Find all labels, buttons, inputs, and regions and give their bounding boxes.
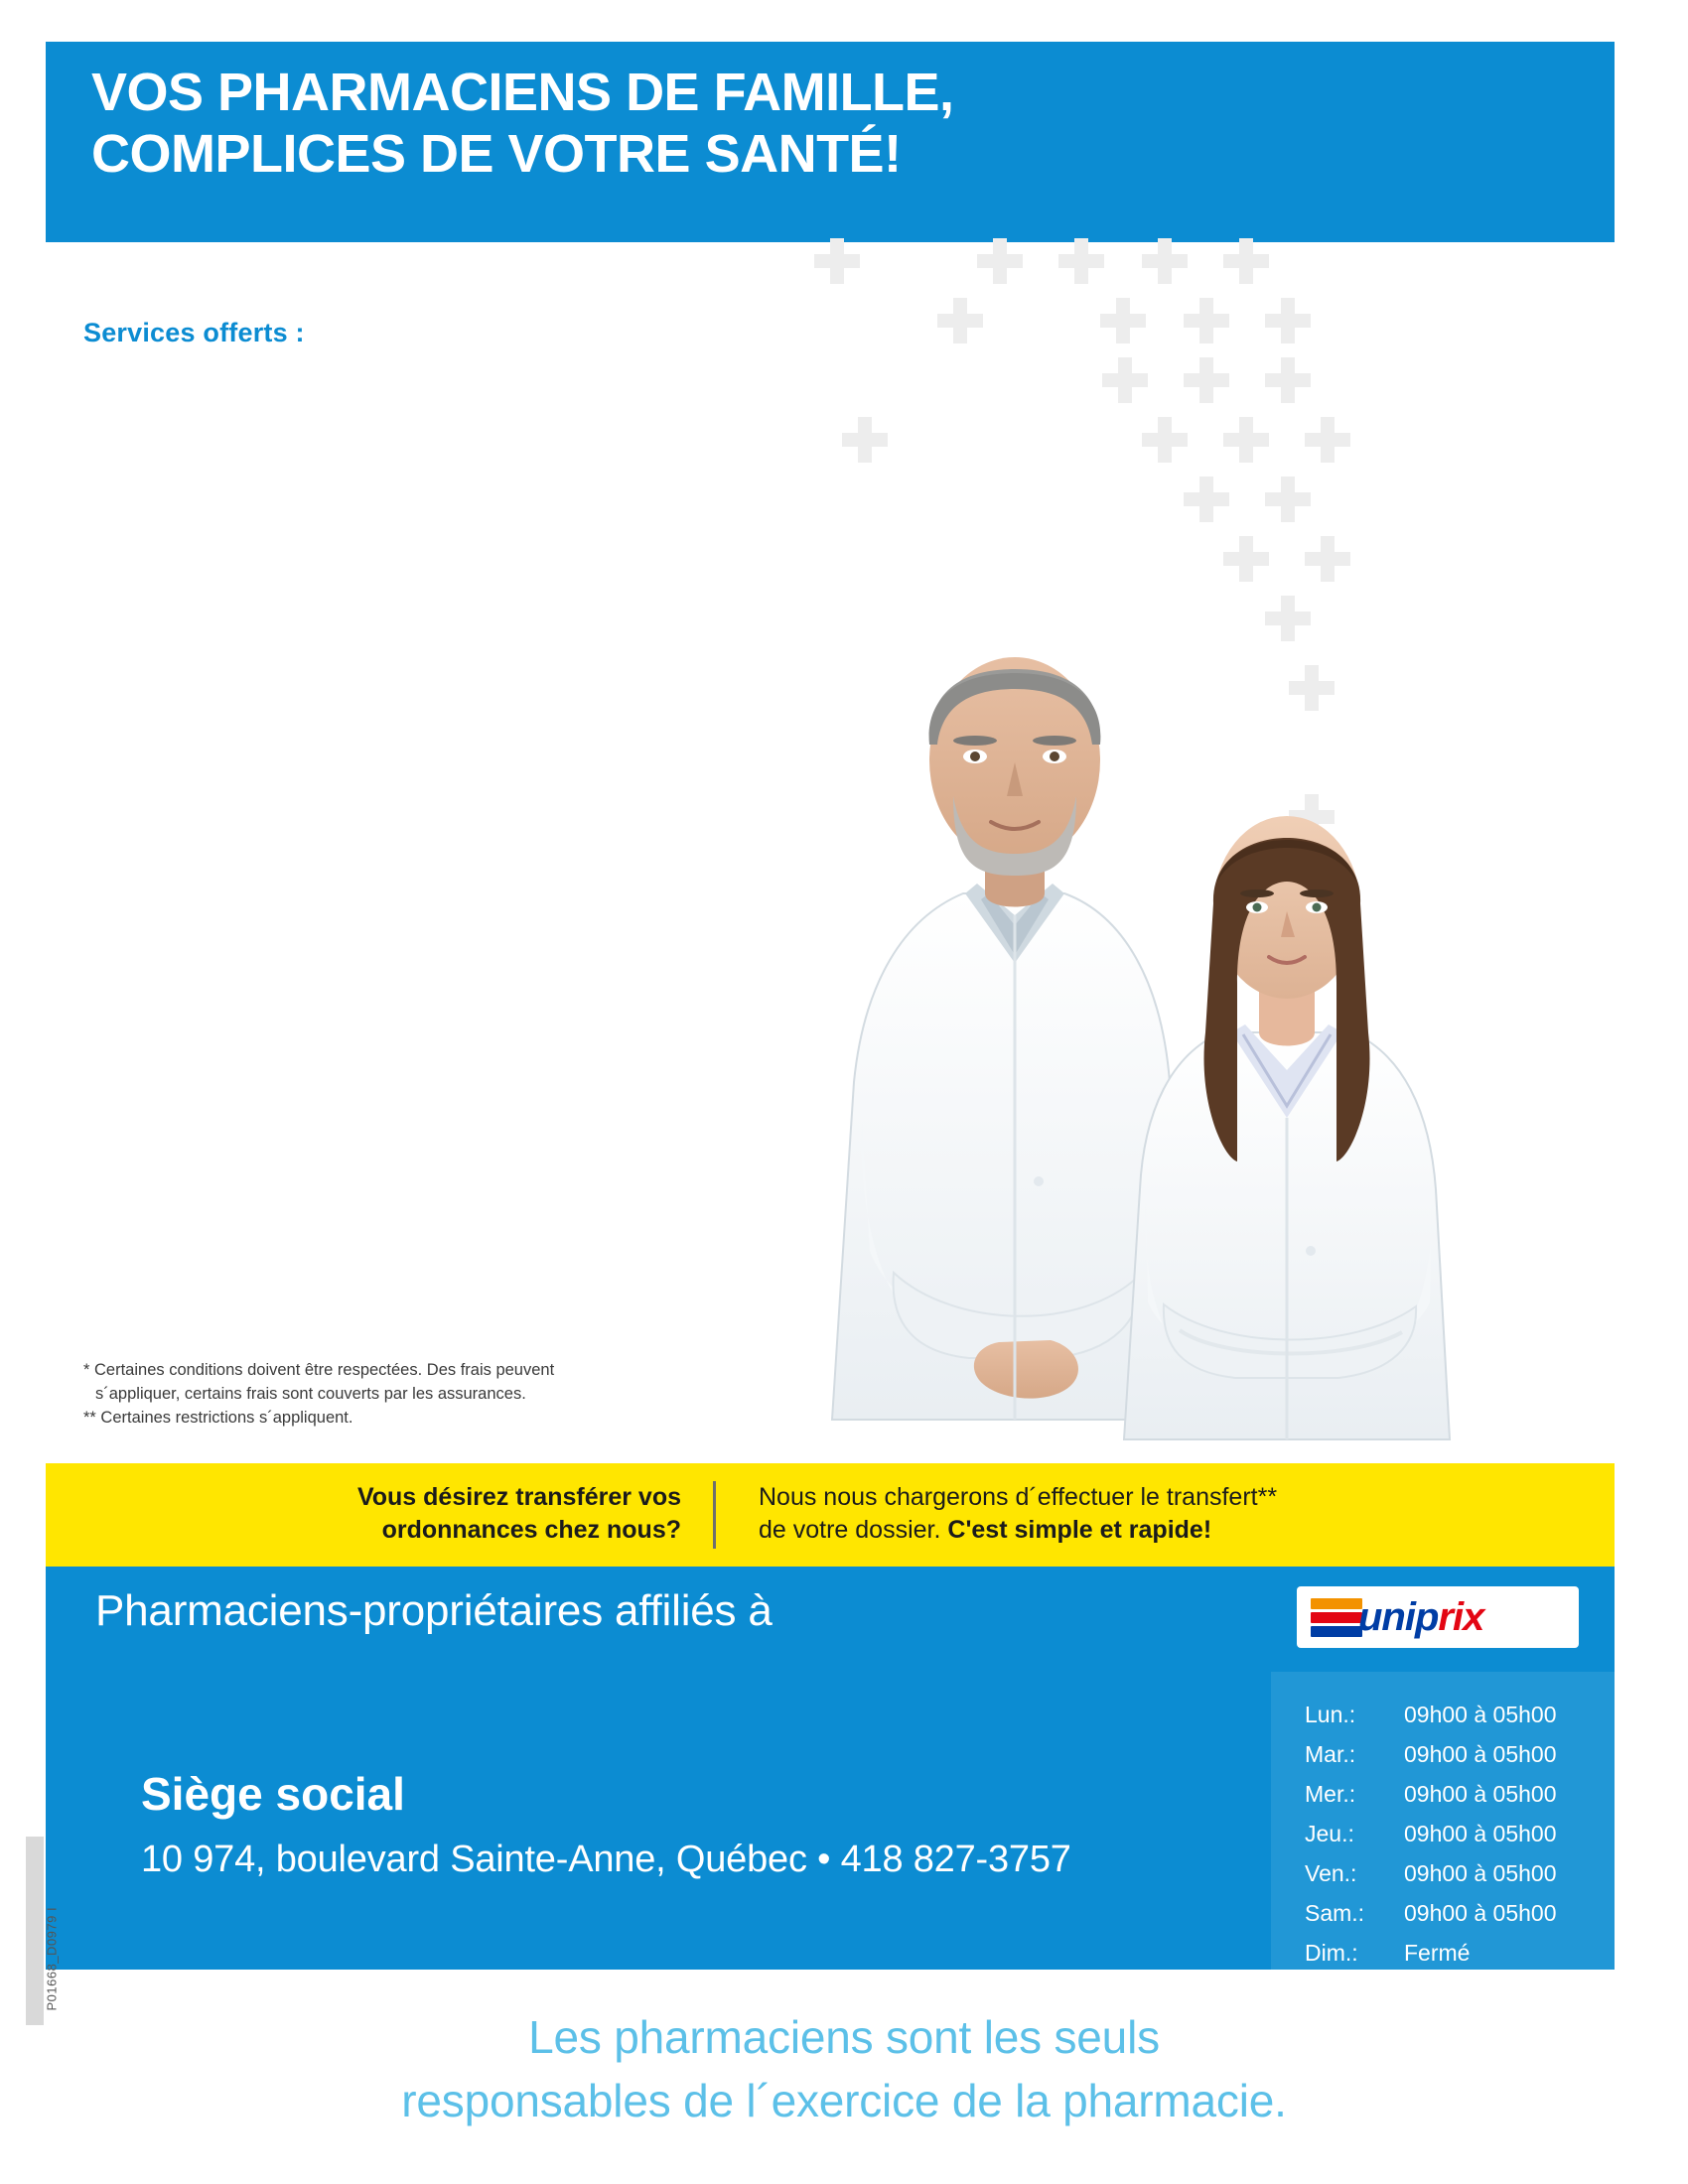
hours-row (1305, 1940, 1603, 1973)
plus-icon (1142, 238, 1188, 284)
affiliation-band (46, 1567, 1615, 1672)
hours-row (1305, 1821, 1603, 1853)
logo-bars-icon (1311, 1598, 1362, 1636)
plus-icon (1223, 238, 1269, 284)
hours-value: 09h00 à 05h00 (1404, 1781, 1557, 1807)
hours-day: Mar.: (1305, 1741, 1356, 1767)
hours-row (1305, 1781, 1603, 1814)
hours-day: Sam.: (1305, 1900, 1365, 1926)
transfer-question-line1: Vous désirez transférer vos (356, 1483, 681, 1511)
hours-day: Dim.: (1305, 1940, 1358, 1966)
transfer-answer-line2-plain: de votre dossier. (759, 1516, 948, 1544)
vertical-divider (713, 1481, 716, 1549)
transfer-answer (759, 1481, 1593, 1547)
plus-icon (1184, 477, 1229, 522)
plus-icon (1184, 298, 1229, 343)
transfer-answer-line2-bold: C'est simple et rapide! (947, 1516, 1212, 1544)
affiliation-text: Pharmaciens-propriétaires affiliés à (95, 1586, 773, 1635)
logo-word-rx: rix (1438, 1595, 1484, 1639)
transfer-question-line2: ordonnances chez nous? (381, 1516, 681, 1544)
hours-row (1305, 1860, 1603, 1893)
hours-row (1305, 1900, 1603, 1933)
plus-icon (1265, 298, 1311, 343)
plus-icon (1184, 357, 1229, 403)
head-office-title: Siège social (141, 1768, 405, 1820)
plus-icon (977, 238, 1023, 284)
hours-value: 09h00 à 05h00 (1404, 1821, 1557, 1846)
plus-icon (1102, 357, 1148, 403)
hours-day: Ven.: (1305, 1860, 1357, 1886)
plus-icon (842, 417, 888, 463)
side-spine (26, 1837, 60, 2025)
footnote-line-2: s´appliquer, certains frais sont couverts par les assurances. (95, 1385, 526, 1403)
header-banner (46, 42, 1615, 242)
plus-icon (1265, 477, 1311, 522)
transfer-question (224, 1481, 681, 1547)
footnotes (83, 1358, 719, 1430)
plus-icon (1223, 417, 1269, 463)
document-code: P01668_D0979 I (44, 1906, 60, 2011)
legal-line2: responsables de l´exercice de la pharmacie. (401, 2075, 1287, 2126)
plus-icon (1265, 357, 1311, 403)
hours-day: Jeu.: (1305, 1821, 1354, 1846)
plus-icon (814, 238, 860, 284)
hours-row (1305, 1702, 1603, 1734)
plus-icon (1058, 238, 1104, 284)
uniprix-logo (1297, 1586, 1579, 1648)
services-offered-label: Services offerts : (83, 318, 305, 347)
transfer-answer-line1: Nous nous chargerons d´effectuer le transfert** (759, 1483, 1278, 1511)
opening-hours-panel (1271, 1672, 1615, 1970)
footnote-line-1: * Certaines conditions doivent être respectées. Des frais peuvent (83, 1361, 555, 1379)
legal-line1: Les pharmaciens sont les seuls (528, 2011, 1160, 2063)
footnote-line-3: ** Certaines restrictions s´appliquent. (83, 1409, 353, 1427)
page-title (91, 62, 1481, 185)
plus-icon (1142, 417, 1188, 463)
plus-icon (1100, 298, 1146, 343)
page-title-line2: COMPLICES DE VOTRE SANTÉ! (91, 124, 902, 184)
logo-wordmark (1358, 1595, 1483, 1640)
hours-value: 09h00 à 05h00 (1404, 1860, 1557, 1886)
plus-icon (1305, 417, 1350, 463)
prescription-transfer-band (46, 1463, 1615, 1567)
hours-value: 09h00 à 05h00 (1404, 1900, 1557, 1926)
pharmacists-photo (755, 566, 1559, 1459)
head-office-address: 10 974, boulevard Sainte-Anne, Québec • 418 827-3757 (141, 1839, 1071, 1880)
plus-icon (937, 298, 983, 343)
page-title-line1: VOS PHARMACIENS DE FAMILLE, (91, 63, 954, 122)
hours-value: 09h00 à 05h00 (1404, 1702, 1557, 1727)
legal-disclaimer (0, 2005, 1688, 2132)
hours-value: 09h00 à 05h00 (1404, 1741, 1557, 1767)
hours-day: Mer.: (1305, 1781, 1356, 1807)
logo-word-main: unip (1358, 1595, 1439, 1639)
hours-row (1305, 1741, 1603, 1774)
hours-day: Lun.: (1305, 1702, 1356, 1727)
hours-value: Fermé (1404, 1940, 1471, 1966)
